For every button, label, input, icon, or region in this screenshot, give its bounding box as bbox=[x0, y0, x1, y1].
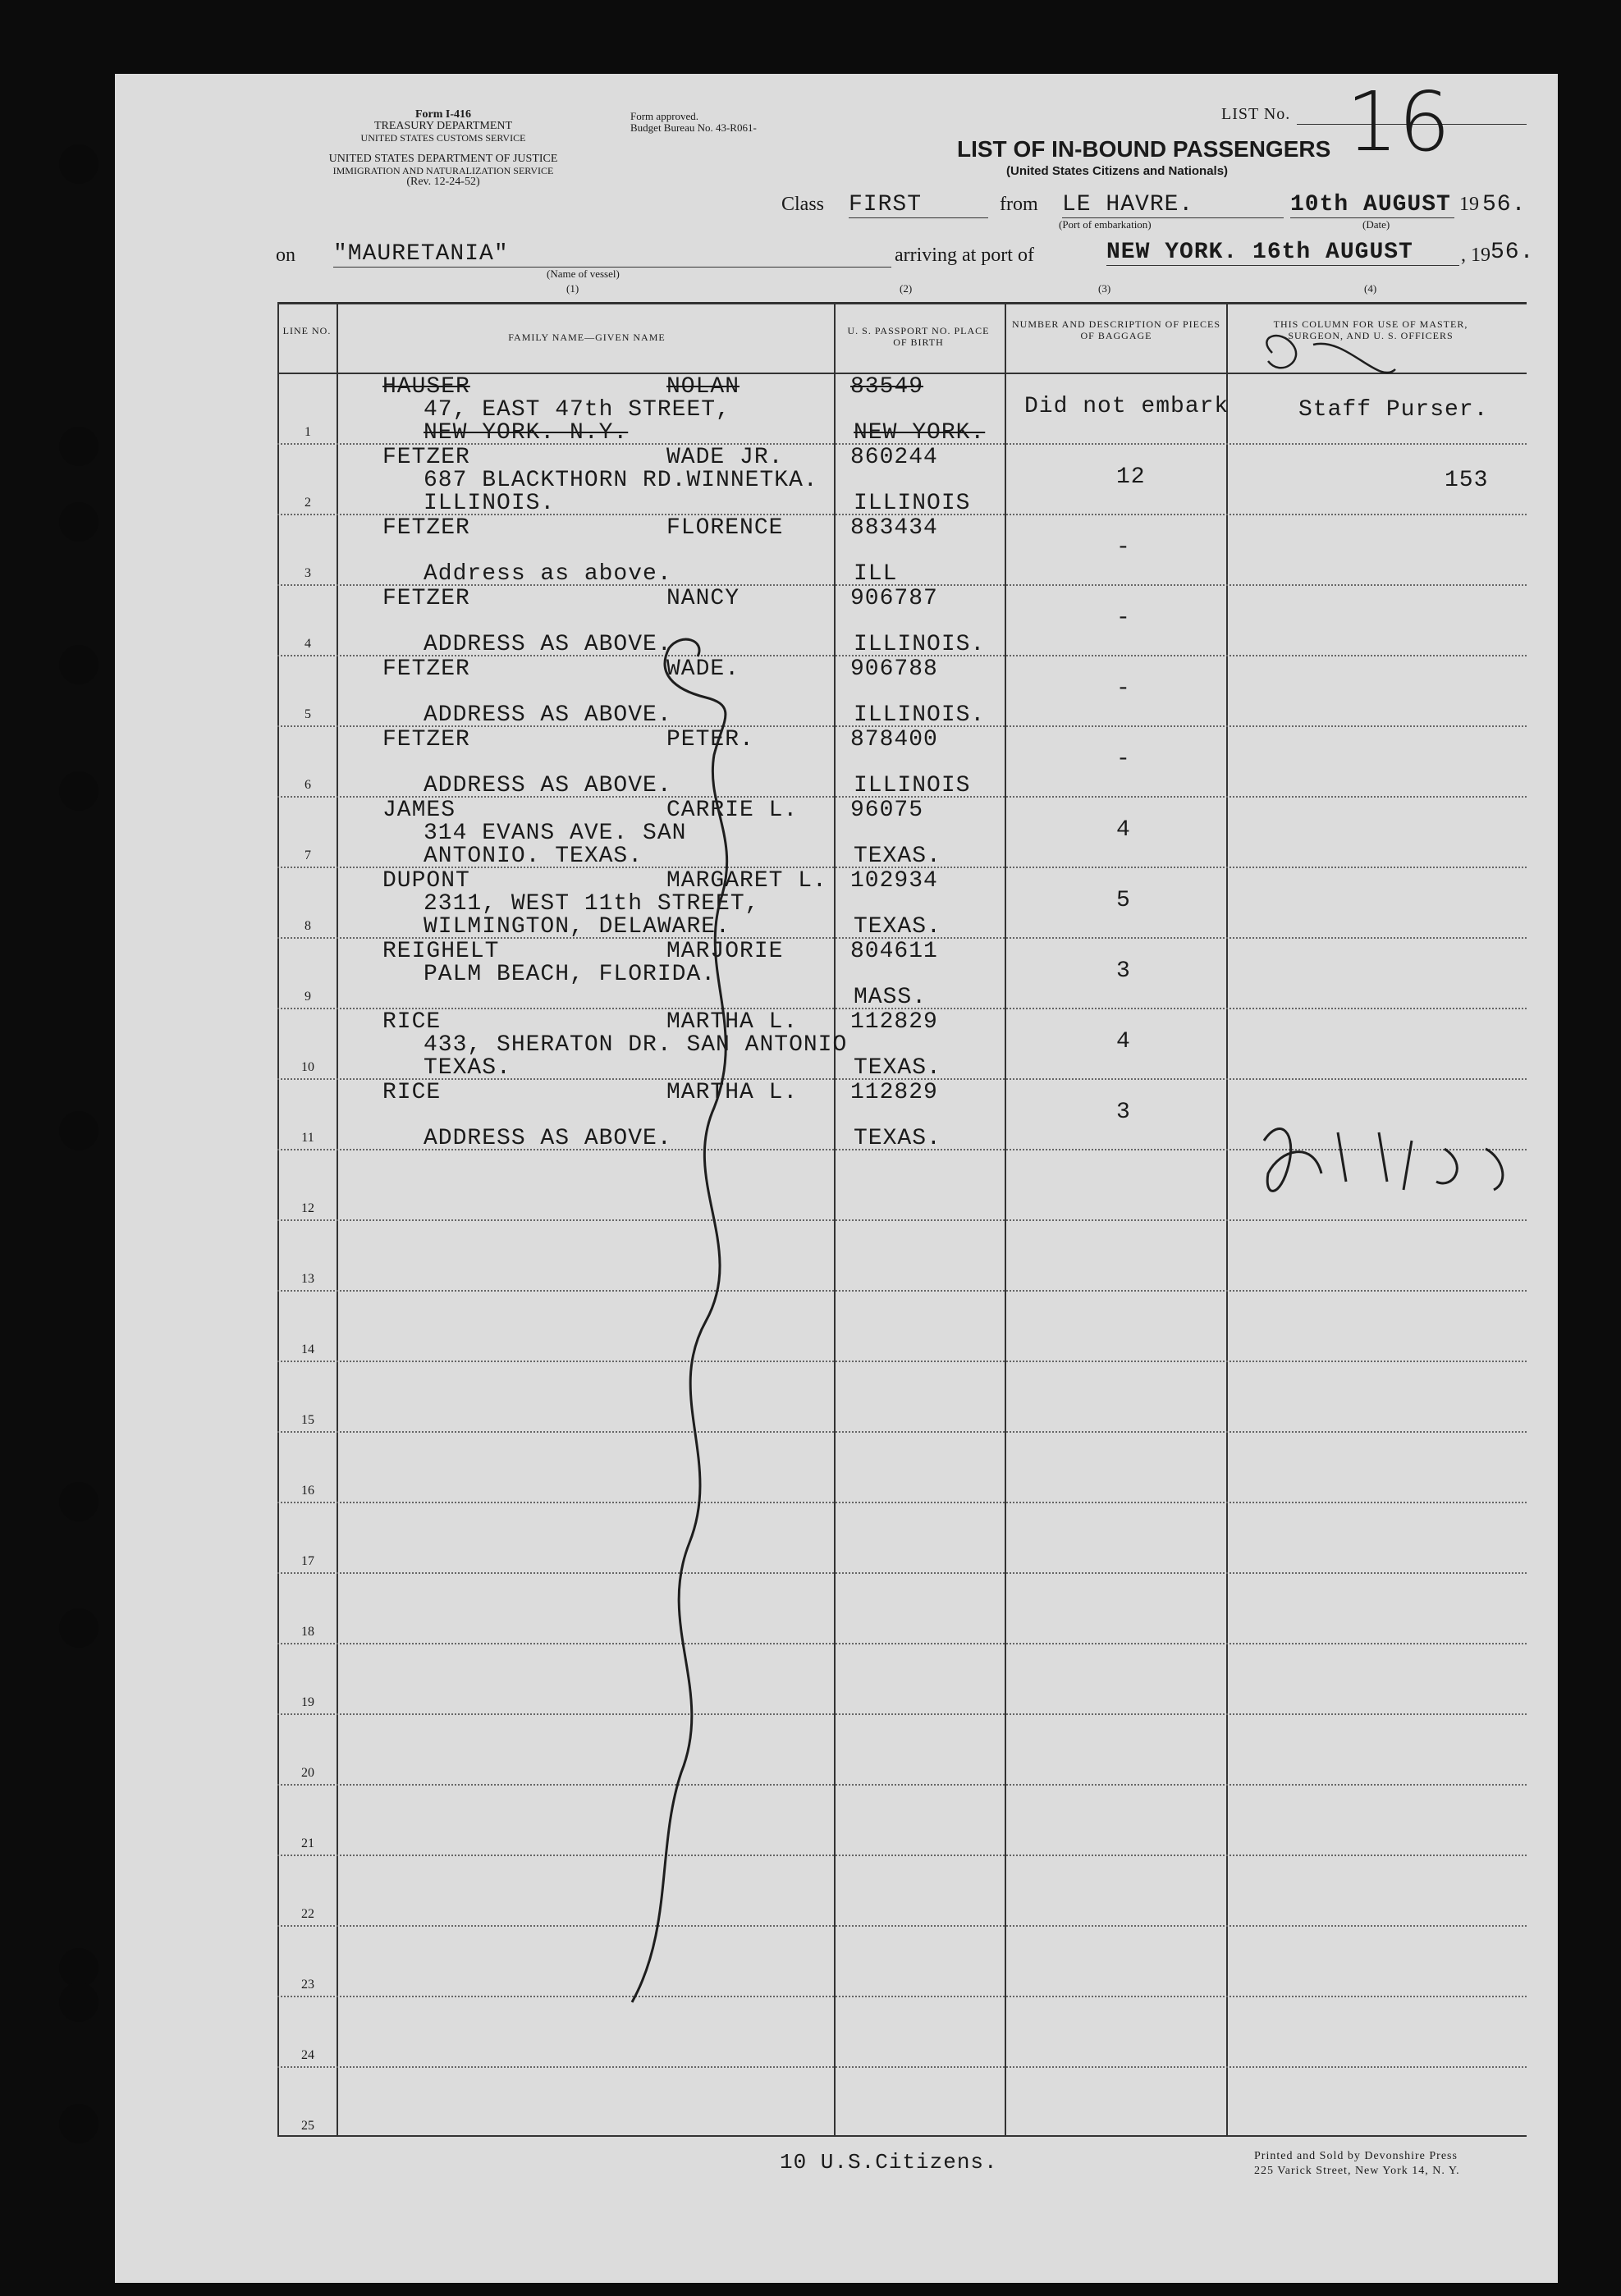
given-name: MARGARET L. bbox=[666, 868, 827, 894]
place-of-birth: ILL bbox=[854, 561, 898, 587]
place-of-birth: ILLINOIS bbox=[854, 491, 971, 516]
baggage-count: 5 bbox=[1116, 888, 1131, 913]
family-name: FETZER bbox=[382, 727, 470, 752]
passport-number: 112829 bbox=[850, 1080, 938, 1105]
address-line-2: ADDRESS AS ABOVE. bbox=[424, 632, 672, 657]
agency-line: UNITED STATES CUSTOMS SERVICE bbox=[360, 132, 526, 144]
address-line-2: ADDRESS AS ABOVE. bbox=[424, 773, 672, 798]
passport-number: 906787 bbox=[850, 586, 938, 611]
given-name: NANCY bbox=[666, 586, 740, 611]
address-line-1: 433, SHERATON DR. SAN ANTONIO bbox=[424, 1032, 848, 1058]
line-number: 2 bbox=[305, 496, 311, 510]
page-title: LIST OF IN-BOUND PASSENGERS bbox=[957, 136, 1331, 162]
family-name: FETZER bbox=[382, 515, 470, 541]
given-name: MARTHA L. bbox=[666, 1080, 799, 1105]
given-name: NOLAN bbox=[666, 374, 740, 400]
baggage-count: 3 bbox=[1116, 1100, 1131, 1125]
line-number: 25 bbox=[301, 2119, 314, 2133]
agency-line: TREASURY DEPARTMENT bbox=[373, 120, 513, 132]
citizens-total: 10 U.S.Citizens. bbox=[780, 2150, 998, 2175]
family-name: REIGHELT bbox=[382, 939, 500, 964]
passport-number: 878400 bbox=[850, 727, 938, 752]
baggage-count: 12 bbox=[1116, 464, 1146, 490]
header-officers: THIS COLUMN FOR USE OF MASTER, SURGEON, AND U. S. OFFICERS bbox=[1273, 318, 1468, 341]
family-name: HAUSER bbox=[382, 374, 470, 400]
line-number: 9 bbox=[305, 990, 311, 1004]
address-line-1: 47, EAST 47th STREET, bbox=[424, 397, 730, 423]
place-of-birth: MASS. bbox=[854, 985, 927, 1010]
line-number: 22 bbox=[301, 1907, 314, 1921]
passport-number: 883434 bbox=[850, 515, 938, 541]
line-number: 15 bbox=[301, 1413, 314, 1427]
address-line-2: ADDRESS AS ABOVE. bbox=[424, 702, 672, 728]
arriving-label: arriving at port of bbox=[895, 245, 1034, 266]
family-name: RICE bbox=[382, 1009, 442, 1035]
address-line-1: 2311, WEST 11th STREET, bbox=[424, 891, 760, 917]
officer-note: 153 bbox=[1445, 468, 1489, 493]
vessel-caption: (Name of vessel) bbox=[547, 268, 620, 280]
place-of-birth: ILLINOIS. bbox=[854, 632, 986, 657]
printer-line: 225 Varick Street, New York 14, N. Y. bbox=[1254, 2165, 1460, 2177]
port-caption: (Port of embarkation) bbox=[1059, 218, 1152, 231]
line-number: 21 bbox=[301, 1836, 314, 1850]
address-line-1: 687 BLACKTHORN RD.WINNETKA. bbox=[424, 468, 818, 493]
address-line-2: NEW YORK. N.Y. bbox=[424, 420, 629, 446]
family-name: JAMES bbox=[382, 798, 456, 823]
given-name: WADE. bbox=[666, 656, 740, 682]
line-number: 20 bbox=[301, 1766, 314, 1780]
line-number: 16 bbox=[301, 1484, 314, 1498]
passport-number: 906788 bbox=[850, 656, 938, 682]
baggage-count: - bbox=[1116, 535, 1131, 560]
header-name: FAMILY NAME—GIVEN NAME bbox=[508, 332, 666, 343]
passport-number: 96075 bbox=[850, 798, 924, 823]
column-number: (2) bbox=[900, 282, 913, 295]
address-line-2: ANTONIO. TEXAS. bbox=[424, 844, 643, 869]
line-number: 13 bbox=[301, 1272, 314, 1286]
line-number: 1 bbox=[305, 425, 311, 439]
baggage-count: Did not embark bbox=[1024, 394, 1229, 419]
agency-line: IMMIGRATION AND NATURALIZATION SERVICE bbox=[332, 165, 554, 176]
passport-number: 83549 bbox=[850, 374, 924, 400]
officer-note: Staff Purser. bbox=[1298, 397, 1489, 423]
column-number: (3) bbox=[1098, 282, 1111, 295]
passport-number: 804611 bbox=[850, 939, 938, 964]
baggage-count: - bbox=[1116, 747, 1131, 772]
given-name: WADE JR. bbox=[666, 445, 784, 470]
passport-number: 860244 bbox=[850, 445, 938, 470]
passport-number: 112829 bbox=[850, 1009, 938, 1035]
printer-line: Printed and Sold by Devonshire Press bbox=[1254, 2150, 1458, 2162]
family-name: FETZER bbox=[382, 445, 470, 470]
arrival-year: 56. bbox=[1490, 240, 1535, 265]
family-name: RICE bbox=[382, 1080, 442, 1105]
line-number: 3 bbox=[305, 566, 311, 580]
family-name: DUPONT bbox=[382, 868, 470, 894]
line-number: 8 bbox=[305, 919, 311, 933]
given-name: MARTHA L. bbox=[666, 1009, 799, 1035]
line-number: 17 bbox=[301, 1554, 314, 1568]
given-name: FLORENCE bbox=[666, 515, 784, 541]
from-label: from bbox=[1000, 194, 1038, 215]
arrival-year-prefix: , 19 bbox=[1461, 245, 1490, 266]
port-of-embarkation: LE HAVRE. bbox=[1062, 192, 1284, 218]
baggage-count: 3 bbox=[1116, 958, 1131, 984]
line-number: 23 bbox=[301, 1978, 314, 1992]
line-number: 4 bbox=[305, 637, 311, 651]
place-of-birth: TEXAS. bbox=[854, 1055, 941, 1081]
baggage-count: - bbox=[1116, 606, 1131, 631]
given-name: MARJORIE bbox=[666, 939, 784, 964]
address-line-2: WILMINGTON, DELAWARE. bbox=[424, 914, 730, 940]
family-name: FETZER bbox=[382, 586, 470, 611]
list-number-label: LIST No. bbox=[1221, 105, 1291, 123]
passport-number: 102934 bbox=[850, 868, 938, 894]
revision-date: (Rev. 12-24-52) bbox=[406, 176, 480, 188]
line-number: 5 bbox=[305, 707, 311, 721]
budget-bureau: Budget Bureau No. 43-R061- bbox=[630, 121, 757, 134]
line-number: 6 bbox=[305, 778, 311, 792]
form-number: Form I-416 bbox=[414, 108, 472, 121]
place-of-birth: ILLINOIS. bbox=[854, 702, 986, 728]
given-name: CARRIE L. bbox=[666, 798, 799, 823]
line-number: 7 bbox=[305, 848, 311, 862]
arrival-port-date: NEW YORK. 16th AUGUST bbox=[1106, 240, 1459, 266]
header-passport: U. S. PASSPORT NO. PLACE OF BIRTH bbox=[847, 325, 990, 348]
place-of-birth: TEXAS. bbox=[854, 914, 941, 940]
family-name: FETZER bbox=[382, 656, 470, 682]
line-number: 24 bbox=[301, 2048, 314, 2062]
line-number: 19 bbox=[301, 1695, 314, 1709]
agency-line: UNITED STATES DEPARTMENT OF JUSTICE bbox=[328, 153, 558, 165]
page-subtitle: (United States Citizens and Nationals) bbox=[1006, 164, 1229, 178]
place-of-birth: NEW YORK. bbox=[854, 420, 986, 446]
line-number: 12 bbox=[301, 1201, 314, 1215]
class-value: FIRST bbox=[849, 192, 988, 218]
departure-year: 56. bbox=[1482, 192, 1527, 217]
list-number: 16 bbox=[1346, 74, 1451, 170]
address-line-1: PALM BEACH, FLORIDA. bbox=[424, 962, 717, 987]
column-number: (1) bbox=[566, 282, 579, 295]
on-label: on bbox=[276, 245, 295, 266]
place-of-birth: TEXAS. bbox=[854, 844, 941, 869]
departure-date: 10th AUGUST bbox=[1290, 192, 1454, 218]
line-number: 14 bbox=[301, 1342, 314, 1356]
baggage-count: 4 bbox=[1116, 1029, 1131, 1054]
place-of-birth: TEXAS. bbox=[854, 1126, 941, 1151]
header-baggage: NUMBER AND DESCRIPTION OF PIECES OF BAGGAGE bbox=[1011, 318, 1221, 341]
address-line-1: 314 EVANS AVE. SAN bbox=[424, 821, 687, 846]
class-label: Class bbox=[781, 194, 825, 215]
baggage-count: 4 bbox=[1116, 817, 1131, 843]
vessel-name: "MAURETANIA" bbox=[333, 241, 891, 268]
place-of-birth: ILLINOIS bbox=[854, 773, 971, 798]
address-line-2: Address as above. bbox=[424, 561, 672, 587]
given-name: PETER. bbox=[666, 727, 754, 752]
form-approved: Form approved. bbox=[630, 110, 699, 122]
header-line-no: LINE NO. bbox=[282, 325, 332, 336]
address-line-2: ADDRESS AS ABOVE. bbox=[424, 1126, 672, 1151]
departure-year-prefix: 19 bbox=[1459, 194, 1479, 215]
date-caption: (Date) bbox=[1362, 218, 1390, 231]
column-number: (4) bbox=[1364, 282, 1377, 295]
baggage-count: - bbox=[1116, 676, 1131, 702]
line-number: 11 bbox=[301, 1131, 314, 1145]
address-line-2: TEXAS. bbox=[424, 1055, 511, 1081]
line-number: 10 bbox=[301, 1060, 314, 1074]
address-line-2: ILLINOIS. bbox=[424, 491, 556, 516]
line-number: 18 bbox=[301, 1625, 314, 1639]
